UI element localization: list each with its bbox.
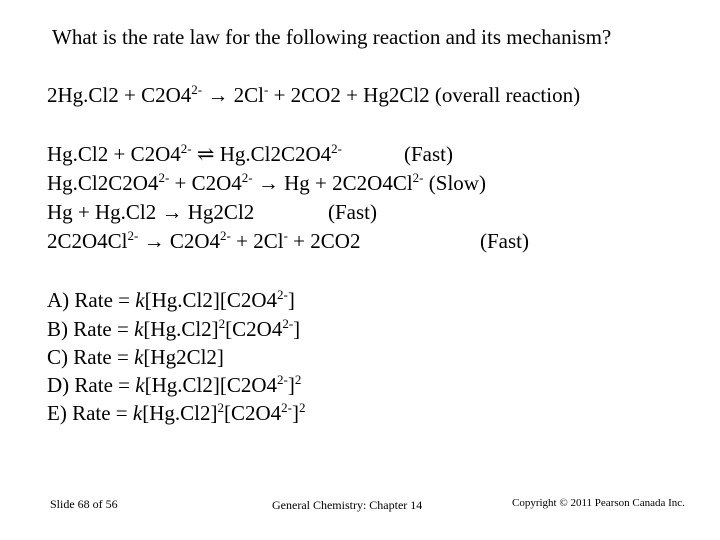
- answer-choice-b: [47, 316, 300, 342]
- answer-d-end: ]: [287, 373, 295, 397]
- answer-b-prefix: B) Rate =: [47, 317, 135, 341]
- overall-reaction: [47, 82, 580, 108]
- answer-choice-c: [47, 344, 224, 370]
- step-2-products: → Hg + 2C2O4Cl: [252, 171, 413, 195]
- answer-b-charge: 2-: [282, 316, 294, 331]
- answer-e-body-2: [C2O4: [223, 401, 282, 425]
- mechanism-step-1: [47, 141, 342, 167]
- step-4-product-chloride: + 2Cl: [230, 229, 284, 253]
- step-1-charge-b: 2-: [331, 141, 342, 156]
- step-1-products: ⇌ Hg.Cl2C2O4: [191, 142, 332, 166]
- answer-d-prefix: D) Rate =: [47, 373, 136, 397]
- overall-charge-chloride: -: [263, 82, 269, 97]
- step-2-reactant-a: Hg.Cl2C2O4: [47, 171, 159, 195]
- answer-a-prefix: A) Rate =: [47, 288, 136, 312]
- answer-e-exponent-2: 2: [299, 400, 306, 415]
- answer-d-charge: 2-: [277, 372, 288, 387]
- question-title: What is the rate law for the following reaction and its mechanism?: [52, 25, 612, 49]
- answer-a-end: ]: [287, 288, 295, 312]
- step-4-product-co2: + 2CO2: [287, 229, 361, 253]
- overall-charge-oxalate: 2-: [191, 82, 203, 97]
- step-3-speed-label: (Fast): [328, 200, 377, 224]
- answer-b-body-2: [C2O4: [225, 317, 283, 341]
- answer-d-body: [Hg.Cl2][C2O4: [144, 373, 277, 397]
- step-2-charge-c: 2-: [412, 170, 424, 185]
- answer-b-end: ]: [293, 317, 301, 341]
- answer-c-body: [Hg2Cl2]: [143, 345, 224, 369]
- answer-choice-d: [47, 372, 301, 398]
- answer-e-charge: 2-: [281, 400, 292, 415]
- answer-c-rate-constant: k: [134, 345, 144, 369]
- answer-a-body: [Hg.Cl2][C2O4: [144, 288, 277, 312]
- step-4-charge-c: -: [283, 228, 288, 243]
- overall-arrow-products: → 2Cl: [202, 83, 264, 107]
- mechanism-step-4: [47, 228, 360, 254]
- mechanism-step-2: [47, 170, 486, 196]
- answer-b-exponent-1: 2: [218, 316, 226, 331]
- step-4-reactant: 2C2O4Cl: [47, 229, 128, 253]
- overall-rest: + 2CO2 + Hg2Cl2 (overall reaction): [268, 83, 581, 107]
- step-2-reactant-b: + C2O4: [169, 171, 242, 195]
- step-4-speed-label: (Fast): [480, 229, 529, 253]
- slide-number: Slide 68 of 56: [50, 497, 118, 511]
- answer-e-body-1: [Hg.Cl2]: [142, 401, 218, 425]
- answer-a-rate-constant: k: [135, 288, 145, 312]
- answer-choice-e: [47, 400, 306, 426]
- mechanism-step-3: Hg + Hg.Cl2 → Hg2Cl2: [47, 200, 255, 224]
- step-1-charge-a: 2-: [180, 141, 192, 156]
- answer-choice-a: [47, 287, 295, 313]
- answer-e-prefix: E) Rate =: [47, 401, 133, 425]
- step-4-charge-b: 2-: [220, 228, 231, 243]
- answer-b-body-1: [Hg.Cl2]: [143, 317, 219, 341]
- answer-d-exponent: 2: [294, 372, 302, 387]
- answer-e-exponent-1: 2: [217, 400, 224, 415]
- step-1-speed-label: (Fast): [404, 142, 453, 166]
- step-2-speed-label: (Slow): [423, 171, 486, 195]
- step-4-product-oxalate: → C2O4: [138, 229, 221, 253]
- step-4-charge-a: 2-: [127, 228, 139, 243]
- course-chapter: General Chemistry: Chapter 14: [272, 498, 423, 512]
- step-2-charge-a: 2-: [158, 170, 170, 185]
- answer-e-rate-constant: k: [132, 401, 143, 425]
- answer-d-rate-constant: k: [135, 373, 145, 397]
- answer-b-rate-constant: k: [134, 317, 144, 341]
- answer-a-charge: 2-: [277, 287, 288, 302]
- step-2-charge-b: 2-: [241, 170, 253, 185]
- answer-c-prefix: C) Rate =: [47, 345, 135, 369]
- answer-e-end: ]: [292, 401, 299, 425]
- overall-reactants: 2Hg.Cl2 + C2O4: [47, 83, 192, 107]
- copyright: Copyright © 2011 Pearson Canada Inc.: [512, 497, 685, 509]
- step-1-reactants: Hg.Cl2 + C2O4: [47, 142, 181, 166]
